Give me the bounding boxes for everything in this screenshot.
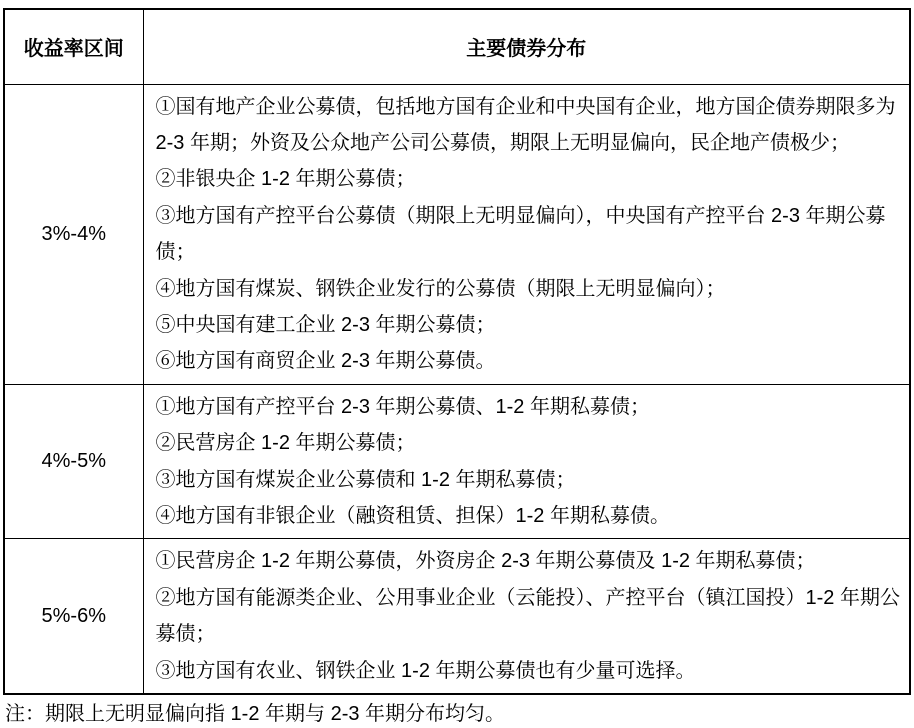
distribution-item: ②民营房企 1-2 年期公募债； <box>155 432 416 455</box>
table-row <box>4 539 910 694</box>
distribution-item: ①民营房企 1-2 年期公募债，外资房企 2-3 年期公募债及 1-2 年期私募债； <box>155 550 816 573</box>
distribution-item: ①国有地产企业公募债，包括地方国有企业和中央国有企业，地方国企债券期限多为 2-3 年期；外资及公众地产公司公募债，期限上无明显偏向，民企地产债极少； <box>155 95 896 154</box>
bond-distribution-table <box>3 8 911 695</box>
distribution-item: ①地方国有产控平台 2-3 年期公募债、1-2 年期私募债； <box>155 395 650 418</box>
distribution-item: ⑥地方国有商贸企业 2-3 年期公募债。 <box>155 350 496 373</box>
distribution-item: ⑤中央国有建工企业 2-3 年期公募债； <box>155 313 496 336</box>
header-distribution: 主要债券分布 <box>143 9 910 84</box>
distribution-item: ③地方国有产控平台公募债（期限上无明显偏向），中央国有产控平台 2-3 年期公募债； <box>155 204 886 264</box>
distribution-item: ②非银央企 1-2 年期公募债； <box>155 168 416 191</box>
yield-range-cell: 3%-4% <box>4 84 143 384</box>
header-yield-range: 收益率区间 <box>4 9 143 84</box>
distribution-item: ②地方国有能源类企业、公用事业企业（云能投）、产控平台（镇江国投）1-2 年期公募债； <box>155 586 900 646</box>
table-header-row <box>4 9 910 84</box>
distribution-cell <box>143 384 910 539</box>
distribution-item: ④地方国有非银企业（融资租赁、担保）1-2 年期私募债。 <box>155 504 670 527</box>
distribution-item: ③地方国有农业、钢铁企业 1-2 年期公募债也有少量可选择。 <box>155 659 696 682</box>
distribution-cell <box>143 539 910 694</box>
distribution-item: ④地方国有煤炭、钢铁企业发行的公募债（期限上无明显偏向）； <box>155 277 726 300</box>
table-row <box>4 84 910 384</box>
table-row <box>4 384 910 539</box>
yield-range-cell: 4%-5% <box>4 384 143 539</box>
footnote: 注：期限上无明显偏向指 1-2 年期与 2-3 年期分布均匀。 <box>5 703 506 725</box>
yield-range-cell: 5%-6% <box>4 539 143 694</box>
distribution-item: ③地方国有煤炭企业公募债和 1-2 年期私募债； <box>155 468 576 491</box>
distribution-cell <box>143 84 910 384</box>
